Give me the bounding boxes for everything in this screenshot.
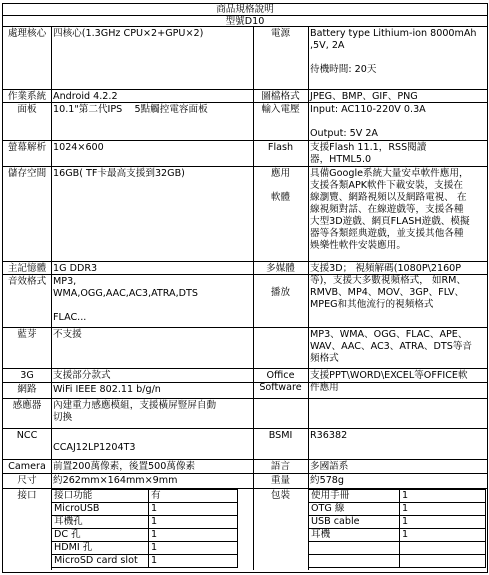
spec-label: 應用 軟體 (270, 168, 291, 203)
spec-value: 內建重力感應模組，支援橫屏豎屏自動 切換 (53, 400, 217, 423)
spec-label: Office Software (259, 370, 302, 393)
spec-value: Android 4.2.2 (53, 91, 118, 102)
spec-row (3, 89, 487, 102)
spec-row (3, 102, 487, 140)
spec-row (3, 26, 487, 89)
spec-value: 支援3D； 視頻解碼(1080P\2160P 等)，支援大多數視頻格式， 如RM、 RMVB、MP4、MOV、3GP、FLV、 MPEG和其他流行的視頻格式 (310, 263, 467, 310)
spec-label (253, 328, 308, 368)
spec-value: 約262mm×164mm×9mm (53, 475, 178, 486)
spec-value: Battery type Lithium-ion 8000mAh ,5V, 2A 待機時間: 20天 (310, 28, 477, 75)
column-divider (308, 474, 309, 488)
spec-row (3, 459, 487, 473)
spec-row (3, 428, 487, 459)
spec-value: CCAJ12LP1204T3 (53, 442, 136, 453)
spec-value: 1024×600 (53, 142, 104, 153)
package-item-name: OTG 線 (308, 502, 400, 516)
spec-value: 支援部分款式 (53, 370, 111, 381)
spec-label: 重量 (270, 475, 291, 486)
spec-value: 16GB( TF卡最高支援到32GB) (53, 168, 185, 179)
spec-row (3, 473, 487, 488)
spec-label: 圖檔格式 (261, 91, 300, 102)
spec-label: 接口 (17, 490, 37, 501)
spec-value (310, 399, 486, 428)
column-divider (308, 429, 309, 459)
spec-label: 音效格式 (7, 276, 47, 287)
spec-row (3, 166, 487, 261)
column-divider (51, 27, 52, 89)
package-item-name: 使用手冊 (308, 489, 400, 503)
port-name: MicroUSB (51, 502, 149, 516)
spec-row (3, 382, 487, 398)
package-item-name (308, 554, 400, 568)
package-item-qty: 1 (399, 502, 486, 516)
column-divider (51, 399, 52, 428)
spec-value: 約578g (310, 475, 344, 486)
spec-label: 藍芽 (17, 329, 37, 340)
column-divider (308, 167, 309, 261)
document-title: 商品規格說明 (216, 4, 274, 15)
spec-value: MP3、WMA、OGG、FLAC、APE、 WAV、AAC、AC3、ATRA、DTS等音 頻格式 (310, 329, 473, 364)
spec-row (3, 327, 487, 368)
package-item-qty: 1 (399, 528, 486, 542)
column-divider (308, 262, 309, 274)
column-divider (308, 275, 309, 327)
spec-label: 作業系統 (7, 91, 47, 102)
spec-label: 感應器 (12, 400, 42, 411)
port-qty: 1 (148, 541, 238, 555)
column-divider (308, 90, 309, 102)
column-divider (308, 103, 309, 140)
port-qty: 1 (148, 502, 238, 516)
spec-label: 儲存空間 (7, 168, 47, 179)
column-divider (51, 460, 52, 473)
column-divider (51, 383, 52, 398)
spec-value: 不支援 (53, 329, 82, 340)
model-number: 型號D10 (3, 15, 487, 26)
column-divider (308, 369, 309, 382)
spec-value: JPEG、BMP、GIF、PNG (310, 91, 418, 102)
spec-label: Flash (267, 142, 294, 153)
spec-label (253, 383, 308, 398)
package-item-qty: 1 (399, 515, 486, 529)
spec-label: 輸入電壓 (261, 104, 300, 115)
spec-value: R36382 (310, 430, 348, 441)
package-item-qty (399, 554, 486, 568)
port-name: 接口功能 (51, 489, 149, 503)
column-divider (51, 103, 52, 140)
column-divider (308, 383, 309, 398)
spec-value (310, 275, 486, 327)
spec-label: BSMI (268, 430, 293, 441)
column-divider (308, 460, 309, 473)
package-item-name: USB cable (308, 515, 400, 529)
spec-label: 尺寸 (17, 475, 37, 486)
column-divider (51, 474, 52, 488)
port-name: MicroSD card slot (51, 554, 149, 568)
column-divider (51, 328, 52, 368)
column-divider (308, 27, 309, 89)
column-divider (51, 429, 52, 459)
port-name: DC 孔 (51, 528, 149, 542)
spec-value: 10.1"第二代IPS 5點觸控電容面板 (53, 104, 208, 115)
port-name: HDMI 孔 (51, 541, 149, 555)
spec-label: 語言 (270, 461, 291, 472)
spec-row (3, 274, 487, 327)
port-qty: 1 (148, 554, 238, 568)
package-item-name: 耳機 (308, 528, 400, 542)
column-divider (308, 328, 309, 368)
column-divider (51, 369, 52, 382)
column-divider (51, 167, 52, 261)
spec-label: 包裝 (270, 490, 291, 501)
spec-value: 1G DDR3 (53, 263, 98, 274)
package-item-name (308, 541, 400, 555)
spec-label: 網路 (17, 384, 37, 395)
spec-value: WiFi IEEE 802.11 b/g/n (53, 384, 161, 395)
spec-label (253, 399, 308, 428)
spec-value: 支援PPT\WORD\EXCEL等OFFICE軟 件應用 (310, 370, 468, 393)
spec-value: 前置200萬像素，後置500萬像素 (53, 461, 196, 472)
port-qty: 1 (148, 528, 238, 542)
spec-label: 多媒體 播放 (266, 263, 295, 298)
port-qty: 有 (148, 489, 238, 503)
spec-row (3, 140, 487, 166)
column-divider (308, 141, 309, 166)
spec-label (253, 275, 308, 327)
spec-label: 電源 (270, 28, 291, 39)
spec-value: 具備Google系統大量安卓軟件應用， 支援各類APK軟件下載安裝，支援在 線瀏覽、網路視頻以及網路電視、 在 線視頻對話、在線遊戲等，支援各種 大型3D遊戲、網頁FLASH遊戲、模擬 器等各類經典遊戲，並支援其他各種 娛樂性軟件安裝應用。 (310, 168, 470, 251)
port-qty: 1 (148, 515, 238, 529)
spec-value: MP3, WMA,OGG,AAC,AC3,ATRA,DTS FLAC... (53, 276, 198, 323)
column-divider (51, 90, 52, 102)
spec-table (2, 3, 488, 573)
spec-label: 螢幕解析 (7, 142, 47, 153)
spec-label: 面板 (17, 104, 37, 115)
package-item-qty: 1 (399, 489, 486, 503)
spec-value (310, 383, 486, 398)
spec-row (3, 398, 487, 428)
spec-value: 支援Flash 11.1，RSS閱讀 器，HTML5.0 (310, 142, 427, 165)
spec-value: 多國語系 (310, 461, 349, 472)
spec-label: 主記憶體 (7, 263, 47, 274)
port-name: 耳機孔 (51, 515, 149, 529)
spec-label: 3G (20, 370, 34, 381)
spec-label: Camera (8, 461, 46, 472)
spec-label: NCC (16, 430, 38, 441)
column-divider (51, 262, 52, 274)
spec-label: 處理核心 (7, 28, 47, 39)
spec-value: Input: AC110-220V 0.3A Output: 5V 2A (310, 104, 426, 139)
package-item-qty (399, 541, 486, 555)
column-divider (51, 275, 52, 327)
column-divider (51, 141, 52, 166)
spec-value: 四核心(1.3GHz CPU×2+GPU×2) (53, 28, 204, 39)
column-divider (308, 399, 309, 428)
